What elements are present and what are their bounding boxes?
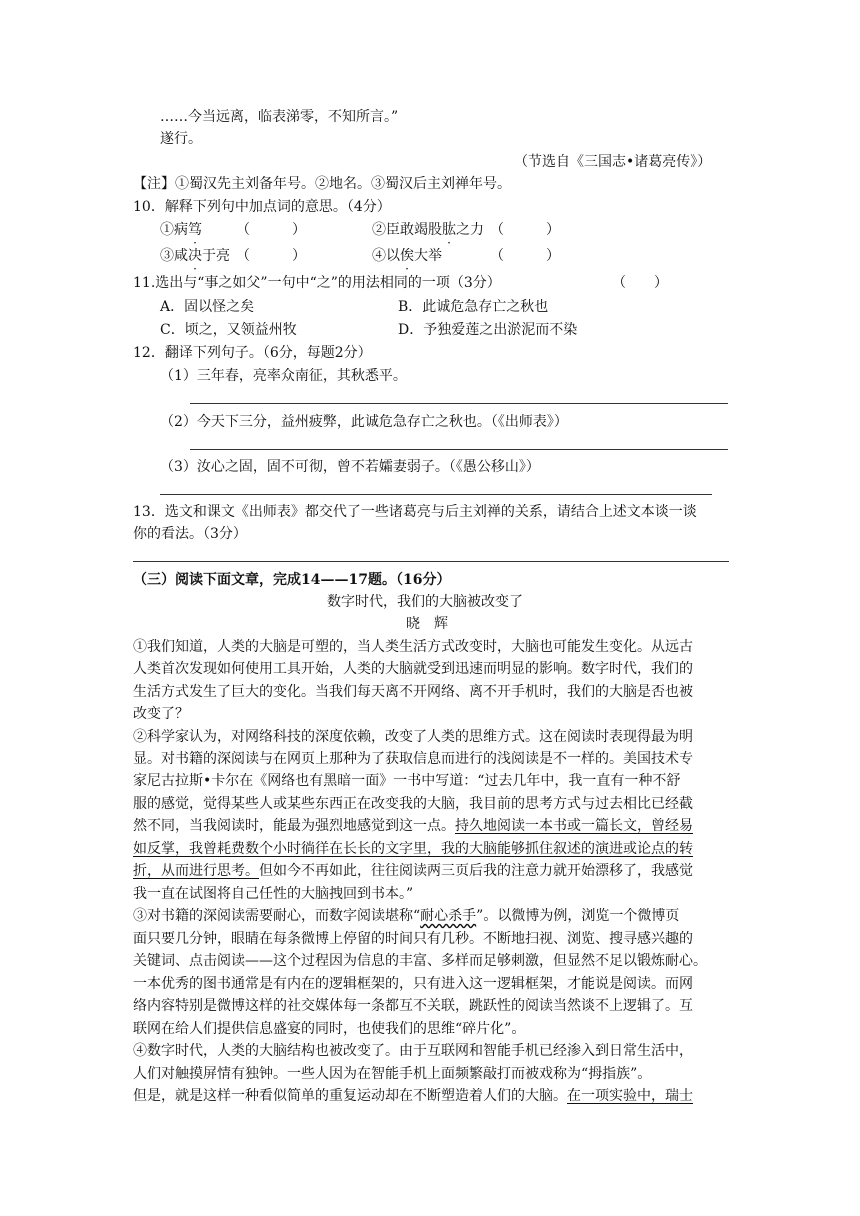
text-line: ……今当远离，临表涕零，不知所言。” — [160, 109, 399, 125]
annotation-note: 【注】①蜀汉先主刘备年号。②地名。③蜀汉后主刘禅年号。 — [133, 176, 511, 192]
underlined-text: 折，从而进行思考。 — [133, 863, 259, 879]
answer-paren[interactable]: （ ） — [236, 222, 306, 238]
answer-line[interactable] — [160, 494, 712, 495]
q12-sentence-3: （3）汝心之固，固不可彻，曾不若孀妻弱子。（《愚公移山》） — [160, 459, 540, 475]
question-12-stem: 12．翻译下列句子。（6分，每题2分） — [133, 345, 372, 361]
answer-paren[interactable]: （ ） — [236, 248, 306, 264]
article-line: 我一直在试图将自己任性的大脑拽回到书本。” — [133, 886, 414, 902]
article-line: 改变了？ — [133, 706, 189, 722]
article-line: 显。对书籍的深阅读与在网页上那种为了获取信息而进行的浅阅读是不一样的。美国技术专 — [133, 751, 693, 767]
article-line: 面只要几分钟，眼睛在每条微博上停留的时间只有几秒。不断地扫视、浏览、搜寻感兴趣的 — [133, 931, 693, 947]
answer-line[interactable] — [190, 449, 728, 450]
option-a[interactable]: A．固以怪之矣 — [160, 299, 255, 315]
article-line: ③对书籍的深阅读需要耐心，而数字阅读堪称“耐心杀手”。以微博为例，浏览一个微博页 — [133, 908, 680, 924]
underlined-text: 持久地阅读一本书或一篇长文，曾经易 — [455, 818, 693, 834]
article-line: 服的感觉，觉得某些人或某些东西正在改变我的大脑，我目前的思考方式与过去相比已经截 — [133, 796, 693, 812]
article-line: 人们对触摸屏情有独钟。一些人因为在智能手机上面频繁敲打而被戏称为“拇指族”。 — [133, 1066, 652, 1082]
article-line: 一本优秀的图书通常是有内在的逻辑框架的，只有进入这一逻辑框架，才能说是阅读。而网 — [133, 976, 693, 992]
q10-item-3: ③咸决于亮 — [160, 248, 230, 264]
q10-item-4: ④以俟大举 — [372, 248, 442, 264]
article-line: 联网在给人们提供信息盛宴的同时，也使我们的思维“碎片化”。 — [133, 1021, 526, 1037]
answer-paren[interactable]: （ ） — [612, 275, 668, 291]
section-heading: （三）阅读下面文章，完成14——17题。（16分） — [133, 572, 451, 588]
q12-sentence-1: （1）三年春，亮率众南征，其秋悉平。 — [160, 368, 407, 384]
answer-line[interactable] — [190, 403, 728, 404]
article-line: 络内容特别是微博这样的社交媒体每一条都互不关联，跳跃性的阅读当然谈不上逻辑了。互 — [133, 998, 693, 1014]
underlined-text: 如反掌，我曾耗费数个小时徜徉在长长的文字里，我的大脑能够抓住叙述的演进或论点的转 — [133, 841, 693, 857]
article-line: 关键词、点击阅读——这个过程因为信息的丰富、多样而足够刺激，但显然不足以锻炼耐心。 — [133, 953, 707, 969]
article-line: ①我们知道，人类的大脑是可塑的，当人类生活方式改变时，大脑也可能发生变化。从远古 — [133, 639, 693, 655]
source-citation: （节选自《三国志•诸葛亮传》） — [514, 154, 712, 170]
option-c[interactable]: C．顷之，又领益州牧 — [160, 322, 297, 338]
wavy-underlined-text: 耐心杀手 — [420, 908, 477, 924]
question-10-stem: 10．解释下列句中加点词的意思。（4分） — [133, 199, 391, 215]
article-line: ②科学家认为，对网络科技的深度依赖，改变了人类的思维方式。这在阅读时表现得最为明 — [133, 729, 693, 745]
article-line: ④数字时代，人类的大脑结构也被改变了。由于互联网和智能手机已经渗入到日常生活中， — [133, 1043, 693, 1059]
article-line: 家尼古拉斯•卡尔在《网络也有黑暗一面》一书中写道：“过去几年中，我一直有一种不舒 — [133, 773, 681, 789]
article-author: 晓 辉 — [406, 616, 448, 632]
article-line: 然不同，当我阅读时，能最为强烈地感觉到这一点。持久地阅读一本书或一篇长文，曾经易 — [133, 818, 693, 834]
answer-paren[interactable]: （ ） — [490, 222, 560, 238]
text-line: 遂行。 — [160, 131, 202, 147]
article-line: 折，从而进行思考。但如今不再如此，往往阅读两三页后我的注意力就开始漂移了，我感觉 — [133, 863, 693, 879]
answer-paren[interactable]: （ ） — [490, 248, 560, 264]
article-line: 但是，就是这样一种看似简单的重复运动却在不断塑造着人们的大脑。在一项实验中，瑞士 — [133, 1088, 693, 1104]
article-line — [133, 839, 693, 859]
q10-item-2: ②臣敢竭股肱之力 — [372, 222, 484, 238]
answer-line[interactable] — [133, 561, 729, 562]
question-13-line-1: 13．选文和课文《出师表》都交代了一些诸葛亮与后主刘禅的关系，请结合上述文本谈一谈 — [133, 504, 697, 520]
article-line: 人类首次发现如何使用工具开始，人类的大脑就受到迅速而明显的影响。数字时代，我们的 — [133, 661, 693, 677]
article-title: 数字时代，我们的大脑被改变了 — [327, 594, 523, 610]
article-line: 生活方式发生了巨大的变化。当我们每天离不开网络、离不开手机时，我们的大脑是否也被 — [133, 684, 693, 700]
q10-item-1: ①病笃 — [160, 222, 202, 238]
option-d[interactable]: D．予独爱莲之出淤泥而不染 — [398, 322, 578, 338]
option-b[interactable]: B．此诚危急存亡之秋也 — [398, 299, 549, 315]
underlined-text: 在一项实验中，瑞士 — [567, 1088, 693, 1104]
q12-sentence-2: （2）今天下三分，益州疲弊，此诚危急存亡之秋也。（《出师表》） — [160, 414, 568, 430]
question-11-stem: 11.选出与“事之如父”一句中“之”的用法相同的一项（3分） — [133, 275, 501, 291]
question-13-line-2: 你的看法。（3分） — [133, 526, 247, 542]
